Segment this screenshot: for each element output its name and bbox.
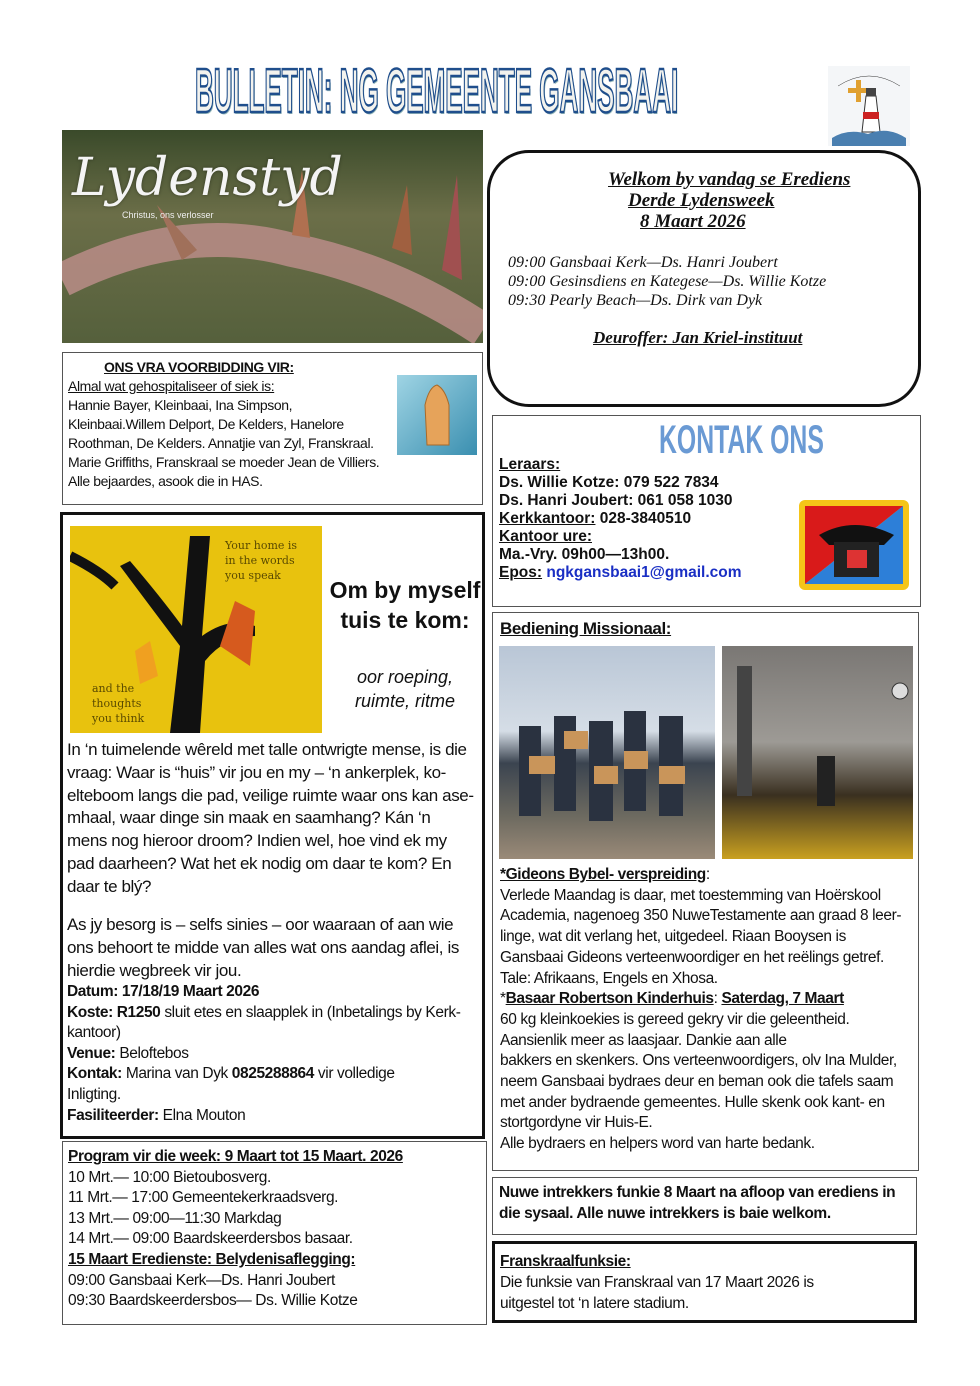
program-item: 09:00 Gansbaai Kerk—Ds. Hanri Joubert (68, 1271, 335, 1289)
retreat-subtitle (325, 665, 485, 713)
image-quote: you think (92, 712, 145, 725)
image-quote: and the (92, 682, 135, 695)
newcomers-box (492, 1177, 917, 1235)
franskraal-text: Die funksie van Franskraal van 17 Maart 2026 is (500, 1274, 814, 1291)
contact-text: Inligting. (67, 1085, 121, 1103)
contact-label: Kontak: (67, 1065, 122, 1083)
image-quote: Your home is (225, 539, 298, 552)
retreat-title (325, 575, 485, 635)
email-link[interactable]: ngkgansbaai1@gmail.com (542, 564, 742, 581)
image-quote: thoughts (92, 697, 142, 710)
retreat-date: Datum: 17/18/19 Maart 2026 (67, 983, 260, 1000)
service-time: 09:00 Gansbaai Kerk—Ds. Hanri Joubert (508, 254, 778, 271)
retreat-title-line: Om by myself (329, 577, 481, 603)
retreat-title-line: tuis te kom: (340, 607, 470, 633)
newcomers-text: Nuwe intrekkers funkie 8 Maart na afloop van erediens in (499, 1184, 896, 1201)
text-line: vraag: Waar is “huis” vir jou en my – ‘n ankerplek, ko- (67, 762, 446, 782)
prayer-line: Alle bejaardes, asook die in HAS. (68, 473, 263, 489)
prayer-line: Roothman, De Kelders. Annatjie van Zyl, Franskraal. (68, 435, 374, 451)
text-line: ons behoort te midde van alles wat ons aandag aflei, is (67, 937, 459, 957)
retreat-box (60, 512, 485, 1139)
prayer-heading: ONS VRA VOORBIDDING VIR: (104, 359, 294, 375)
mission-text: *Gideons Bybel- verspreiding: Verlede Maandag is daar, met toestemming van Hoërskool Academia, nagenoeg 350 NuweTestamente aan graad 8 leer- linge, wat dit verlang het, uitgedeel. Riaan Booysen is Gansbaai Gideons verteenwoordiger en het reëlings getref. Tale: Afrikaans, Engels en Xhosa. *Basaar Robertson Kinderhuis: Saterdag, 7 Maart 60 kg kleinkoekies is gereed gekry vir die geleentheid. Aansienlik meer as laasjaar. Dankie aan alle bakkers en skenkers. Ons verteenwoordigers, olv Ina Mulder, neem Gansbaai bydraes deur en beman ook die tafels saam met ander bydraende gemeentes. Hulle skenk ook kant- en stortgordyne vir Huis-E. Alle bydraers en helpers word van harte bedank. (500, 865, 901, 1155)
office-hours: Ma.-Vry. 09h00—13h00. (499, 546, 670, 563)
cost-text: sluit etes en slaapplek in (Inbetalings by Kerk- (160, 1003, 461, 1021)
welcome-service-box (487, 150, 921, 407)
office-phone: 028-3840510 (595, 510, 692, 527)
praying-hands-icon (397, 375, 477, 455)
minister-phone: Ds. Hanri Joubert: 061 058 1030 (499, 492, 733, 509)
text-line: hierdie wegbreek vir jou. (67, 960, 242, 980)
newcomers-text: die sysaal. Alle nuwe intrekkers is baie welkom. (499, 1205, 831, 1222)
facilitator-label: Fasiliteerder: (67, 1106, 159, 1124)
text-line: neem Gansbaai bydraes deur en beman ook die tafels saam (500, 1073, 894, 1091)
sunday-services-heading: 15 Maart Eredienste: Belydenisaflegging: (68, 1250, 356, 1268)
text-line: Tale: Afrikaans, Engels en Xhosa. (500, 969, 718, 987)
image-quote: in the words (225, 554, 295, 567)
office-hours-label: Kantoor ure: (499, 528, 592, 545)
weekly-program-box (62, 1141, 487, 1325)
basaar-date: Saterdag, 7 Maart (721, 990, 844, 1008)
text-line: Gansbaai Gideons verteenwoordiger en het reëlings getref. (500, 948, 884, 966)
mission-box (492, 612, 919, 1171)
text-line: Alle bydraers en helpers word van harte bedank. (500, 1135, 815, 1153)
service-time: 09:30 Pearly Beach—Ds. Dirk van Dyk (508, 292, 763, 309)
text-line: bakkers en skenkers. Ons verteenwoordigers, olv Ina Mulder, (500, 1052, 897, 1070)
franskraal-text: uitgestel tot ‘n latere stadium. (500, 1295, 689, 1312)
prayer-line: Marie Griffiths, Franskraal se moeder Jean de Villiers. (68, 454, 380, 470)
text-line: Verlede Maandag is daar, met toestemming van Hoërskool (500, 886, 881, 904)
text-line: linge, wat dit verlang het, uitgedeel. Riaan Booysen is (500, 928, 846, 946)
venue-label: Venue: (67, 1044, 116, 1062)
welcome-heading: Welkom by vandag se Erediens (608, 169, 851, 190)
tree-illustration (70, 526, 322, 733)
door-offering: Deuroffer: Jan Kriel-instituut (593, 328, 803, 347)
telephone-icon (799, 500, 909, 590)
email-label: Epos: (499, 564, 543, 581)
program-item: 10 Mrt.— 10:00 Bietoubosverg. (68, 1168, 271, 1186)
contact-heading: KONTAK ONS (659, 418, 824, 462)
prayer-box (62, 352, 483, 505)
lent-script-title: Lydenstyd (72, 148, 343, 208)
bulletin-title: BULLETIN: NG GEMEENTE GANSBAAI (195, 57, 679, 126)
lent-caption: Christus, ons verlosser (122, 210, 214, 220)
text-line: stortgordyne vir Huis-E. (500, 1114, 653, 1132)
venue: Beloftebos (115, 1044, 189, 1062)
week-heading: Derde Lydensweek (628, 190, 775, 211)
text-line: In ‘n tuimelende wêreld met talle ontwrigte mense, is die (67, 740, 467, 759)
text-line: Aansienlik meer as laasjaar. Dankie aan alle (500, 1031, 787, 1049)
program-heading: Program vir die week: 9 Maart tot 15 Maart. 2026 (68, 1148, 403, 1165)
text-line: daar te blý? (67, 876, 152, 896)
lent-thorn-image (62, 130, 483, 343)
service-time: 09:00 Gesinsdiens en Kategese—Ds. Willie Kotze (508, 273, 827, 290)
program-item: 11 Mrt.— 17:00 Gemeentekerkraadsverg. (68, 1189, 339, 1207)
cost-label: Koste: R1250 (67, 1003, 161, 1021)
church-logo (828, 66, 910, 146)
school-assembly-photo (722, 646, 913, 859)
prayer-line: Kleinbaai.Willem Delport, De Kelders, Hanelore (68, 416, 344, 432)
retreat-details (67, 982, 460, 1126)
text-line: 60 kg kleinkoekies is gereed gekry vir die geleentheid. (500, 1010, 850, 1028)
text-line: mens nog hieroor droom? Indien wel, hoe vind ek my (67, 831, 447, 851)
text-line: As jy besorg is – selfs sinies – oor waaraan of aan wie (67, 915, 454, 934)
program-item: 13 Mrt.— 09:00—11:30 Markdag (68, 1209, 282, 1227)
contact-phone: 0825288864 (231, 1065, 315, 1083)
retreat-paragraph-1 (67, 739, 474, 899)
service-date: 8 Maart 2026 (640, 211, 746, 232)
ministers-label: Leraars: (499, 456, 561, 473)
facilitator: Elna Mouton (158, 1106, 246, 1124)
retreat-subtitle-line: ruimte, ritme (354, 691, 455, 711)
mission-heading: Bediening Missionaal: (500, 619, 672, 638)
retreat-paragraph-2 (67, 914, 459, 982)
basaar-heading: Basaar Robertson Kinderhuis (505, 990, 714, 1008)
program-item: 14 Mrt.— 09:00 Baardskeerdersbos basaar. (68, 1230, 353, 1248)
gideons-heading: *Gideons Bybel- verspreiding (500, 866, 706, 883)
text-line: mhaal, waar dinge sin maak en saamhang? Kán ‘n (67, 808, 431, 828)
lighthouse-icon (828, 66, 910, 146)
text-line: Academia, nagenoeg 350 NuweTestamente aan graad 8 leer- (500, 907, 902, 925)
contact-text: vir volledige (314, 1065, 395, 1083)
image-quote: you speak (225, 569, 281, 582)
prayer-subheading: Almal wat gehospitaliseer of siek is: (68, 378, 275, 394)
office-label: Kerkkantoor: (499, 510, 596, 527)
text-line: met ander bydraende gemeentes. Hulle skenk ook kant- en (500, 1093, 885, 1111)
franskraal-box (492, 1241, 917, 1323)
contact-name: Marina van Dyk (121, 1065, 232, 1083)
minister-phone: Ds. Willie Kotze: 079 522 7834 (499, 474, 719, 491)
program-item: 09:30 Baardskeerdersbos— Ds. Willie Kotze (68, 1292, 358, 1310)
gideons-group-photo (499, 646, 715, 859)
retreat-subtitle-line: oor roeping, (356, 667, 454, 687)
franskraal-heading: Franskraalfunksie: (500, 1253, 631, 1270)
cost-text: kantoor) (67, 1024, 121, 1042)
text-line: pad daarheen? Wat het ek nodig om daar te kom? En (67, 853, 452, 873)
prayer-line: Hannie Bayer, Kleinbaai, Ina Simpson, (68, 397, 293, 413)
contact-box (492, 415, 921, 607)
text-line: elteboom langs die pad, veilige ruimte waar ons kan ase- (67, 785, 474, 805)
